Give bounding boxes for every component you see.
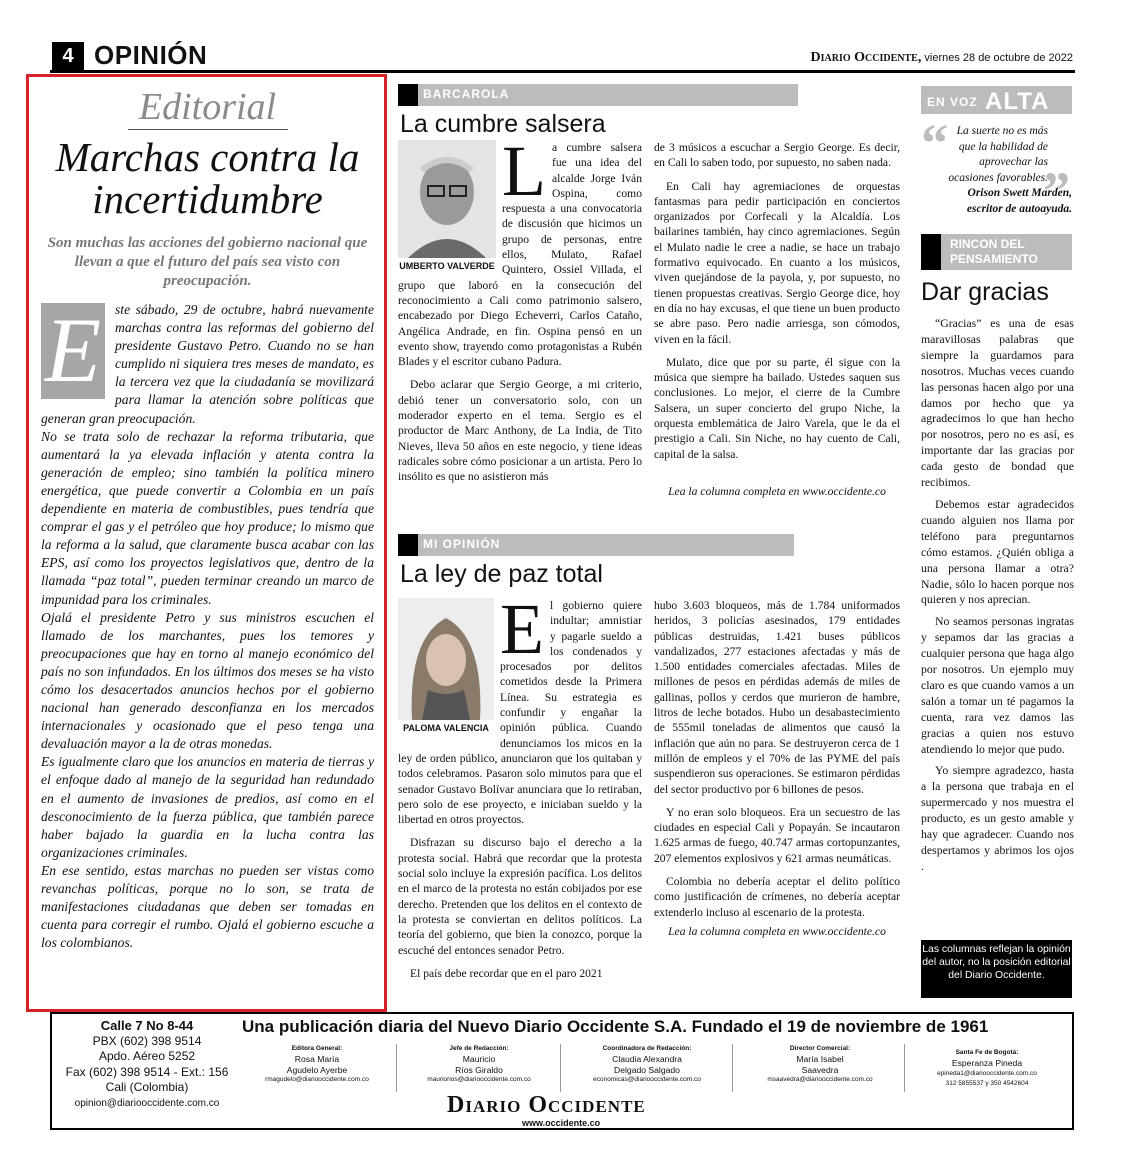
barcarola-title: La cumbre salsera <box>400 110 606 138</box>
staff-editora <box>242 1044 392 1086</box>
editorial-paragraph: No se trata solo de rechazar la reforma tributaria, que aumentará la ya elevada inflación y atenta contra la generación de empleo; sino también la política minero energética, que puede convertir a Colombia en un país dependiente en materia de combustibles, pues tendría que comprar el gas y el petróleo que hoy produce; lo mismo que la reforma a la salud, que claramente busca acabar con las EPS, así como los proyectos legislativos que, dentro de la llamada “paz total”, pueden terminar creando un marco de impunidad para los criminales. <box>41 428 374 607</box>
footer-divider <box>904 1044 905 1092</box>
staff-phone: 312 5855537 y 350 4542604 <box>945 1080 1029 1088</box>
author-photo-umberto <box>398 140 496 272</box>
rincon-title: Dar gracias <box>921 278 1049 306</box>
editorial-paragraph: En ese sentido, estas marchas no pueden ser vistas como revanchas políticas, porque no lo son, se trata de manifestaciones ciudadanas que deben ser tomadas en cuenta para corregir el rumbo. Ojalá el gobierno escuche a los colombianos. <box>41 862 374 951</box>
barcarola-col2 <box>654 140 900 499</box>
author-caption: UMBERTO VALVERDE <box>399 261 495 271</box>
mi-opinion-col2 <box>654 598 900 939</box>
column-paragraph: El país debe recordar que en el paro 2021 <box>410 966 603 980</box>
editorial-paragraph: Ojalá el presidente Petro y sus ministros escuchen el llamado de los marchantes, pues los temores y preocupaciones que hay en torno al manejo económico del país no son infundados. En los últimos dos meses se ha visto cómo los desacertados anuncios hechos por el gobierno nacional han generado desconfianza en los mercados internacionales y ocasionado que el peso tenga una devaluación mayor a la de otras monedas. <box>41 609 374 752</box>
quote-block <box>940 124 1072 217</box>
mi-opinion-col1 <box>398 589 642 981</box>
barcarola-banner <box>398 84 798 106</box>
dropcap-letter: E <box>44 299 102 401</box>
editorial-headline: Marchas contra la incertidumbre <box>55 134 360 222</box>
masthead-date <box>811 50 1073 66</box>
author-caption: PALOMA VALENCIA <box>403 723 489 733</box>
staff-role: Coordinadora de Redacción: <box>602 1045 692 1052</box>
kicker-rule <box>128 129 288 130</box>
banner-square <box>921 234 941 270</box>
publication-line: Una publicación diaria del Nuevo Diario Occidente S.A. Fundado el 19 de noviembre de 1961 <box>242 1017 989 1036</box>
rincon-banner <box>921 234 1072 270</box>
editorial-subtitle: Son muchas las acciones del gobierno nacional que llevan a que el futuro del país sea visto con preocupación. <box>47 235 368 289</box>
footer-divider <box>396 1044 397 1092</box>
close-quote-icon: ” <box>1043 161 1070 221</box>
column-paragraph: hubo 3.603 bloqueos, más de 1.784 uniformados heridos, 3 policías asesinados, 179 entidades públicas destruidas, 1.421 buses públicos vandalizados, 277 estaciones afectadas y más de 1.500 entidades comerciales afectadas. Miles de millones de pesos en pérdidas además de miles de gallinas, pollos y cerdos que murieron de hambre, litros de leche botados. Hubo un desabastecimiento de 555mil toneladas de alimentos que causó la inflación que aún no para. Se destruyeron cerca de 1 millón de empleos y el 70% de las PYME del país suspendieron sus operaciones. Se estimaron pérdidas del sector productivo por 6 billones de pesos. <box>654 599 900 796</box>
column-paragraph: No seamos personas ingratas y sepamos dar las gracias a cualquier persona que haga algo por nosotros. Un ejemplo muy claro es que cuando vamos a un salón a tomar un té pagamos la cuenta, rara vez damos las gracias a quien nos estuvo atendiendo lo mejor que pudo. <box>921 614 1074 756</box>
staff-role: Director Comercial: <box>789 1045 851 1052</box>
column-paragraph: Debemos estar agradecidos cuando alguien nos llama por teléfono para preguntarnos cómo estamos. ¿Quién obliga a una persona llamar a otra? Nadie, sólo lo hacen porque nos quieren y nos aprecian. <box>921 496 1074 607</box>
column-paragraph: Debo aclarar que Sergio George, a mi criterio, debió tener un conversatorio solo, con un moderador experto en el tema. Sergio es el productor de Marc Anthony, de La India, de Tito Nieves, lleva 50 años en este negocio, y tiene ideas radicales sobre cómo posicionar a un artista. Pero lo insólito es que no asistieron más <box>398 378 642 484</box>
staff-name: Agudelo Ayerbe <box>286 1064 348 1075</box>
rincon-body <box>921 316 1074 881</box>
mi-opinion-title: La ley de paz total <box>400 560 603 588</box>
author-photo-paloma <box>398 598 494 734</box>
portrait-image <box>398 140 496 258</box>
staff-name: Claudia Alexandra <box>612 1054 682 1065</box>
column-paragraph: En Cali hay agremiaciones de orquestas fantasmas para pedir participación en conciertos organizados por Corfecali y la Alcaldía. Los bailarines también, hay cinco agremiaciones. Según el Mulato nadie le cree a nadie, se hace un trabajo formativo equivocado. En cuanto a los músicos, viven quejándose de la payola, y, por supuesto, no tienen propuestas creativas. Sergio George dice, hoy en día no hay excusas, el que tiene un buen producto se abre paso. Pero nadie arriesga, son cómodos, viven en la fácil. <box>654 179 900 346</box>
staff-name: Mauricio <box>462 1054 496 1065</box>
column-paragraph: Disfrazan su discurso bajo el derecho a la protesta social. Habrá que recordar que la protesta social solo incluye la expresión pacífica. Los delitos en el marco de la protesta no están cobijados por ese derecho. Pretenden que los delitos en el contexto de la protesta se conviertan en delitos políticos. La teoría del gobierno, que bien la conozco, porque la escuché del entonces senador Petro. <box>398 836 642 957</box>
editorial-dropcap <box>41 299 105 401</box>
address-line: Apdo. Aéreo 5252 <box>98 1049 196 1063</box>
envoz-label-big: ALTA <box>985 88 1050 115</box>
column-paragraph: Mulato, dice que por su parte, él sigue con la música que siempre ha bailado. Ustedes saquen sus conclusiones. Lo mejor, el cierre de la Cumbre Salsera, un super concierto del grupo Niche, la orquesta emblemática de Jairo Varela, que le da el prestigio a Cali. Sin Niche, no hay cuento de Cali, capital de la salsa. <box>654 355 900 461</box>
mi-opinion-dropcap: E <box>500 589 544 669</box>
quote-text: La suerte no es más que la habilidad de aprovechar las ocasiones favorables. <box>948 125 1048 184</box>
address-line: Calle 7 No 8-44 <box>100 1018 194 1033</box>
header-rule <box>50 70 1075 73</box>
staff-name: Esperanza Pineda <box>951 1058 1023 1069</box>
envoz-label-small: EN VOZ <box>927 95 978 109</box>
staff-name: María Isabel <box>796 1054 844 1065</box>
staff-bogota <box>912 1048 1062 1090</box>
barcarola-label: BARCAROLA <box>423 87 510 101</box>
mi-opinion-label: MI OPINIÓN <box>423 537 501 551</box>
address-line: Cali (Colombia) <box>105 1080 189 1094</box>
editorial-box <box>26 74 387 1012</box>
barcarola-col1 <box>398 131 642 485</box>
staff-email[interactable]: msaavedra@diariooccidente.com.co <box>767 1076 873 1084</box>
address-line: PBX (602) 398 9514 <box>92 1033 202 1048</box>
staff-name: Delgado Salgado <box>614 1064 680 1075</box>
footer-url[interactable]: www.occidente.co <box>522 1118 601 1128</box>
staff-role: Editora General: <box>291 1045 343 1052</box>
staff-name: Rosa María <box>294 1054 340 1065</box>
banner-square <box>398 84 418 106</box>
column-paragraph: de 3 músicos a escuchar a Sergio George. Es decir, en Cali lo saben todo, por supuesto, no saben nada. <box>654 141 900 170</box>
staff-email[interactable]: mauriorios@diariooccidente.com.co <box>427 1076 531 1084</box>
column-paragraph: Y no eran solo bloqueos. Era un secuestro de las ciudades en especial Cali y Popayán. Se incautaron 1.625 armas de fuego, 40.747 armas cortopunzantes, 207 elementos explosivos y 621 armas neumáticas. <box>654 805 900 865</box>
footer-box <box>50 1012 1074 1130</box>
footer-divider <box>732 1044 733 1092</box>
staff-name: Saavedra <box>801 1064 839 1075</box>
editorial-body <box>41 301 374 952</box>
staff-name: Ríos Giraldo <box>455 1064 503 1075</box>
column-paragraph: a cumbre salsera fue una idea del alcalde Jorge Iván Ospina, como respuesta a una convocatoria de discusión que hicimos un grupo de personas, entre ellos, Mulato, Rafael Quintero, Ossiel Villada, el grupo que laboró en la consecución del reconocimiento a Cali como patrimonio salsero, encabezado por Diego Echeverri, Carlos Cataño, Angélica Andrade, en fin. Ospina pensó en un evento show, trayendo como protagonistas a Rubén Blades y el escritor cubano Padura. <box>398 141 642 369</box>
en-voz-alta-banner <box>921 86 1072 114</box>
barcarola-dropcap: L <box>502 131 546 211</box>
read-more-link[interactable]: Lea la columna completa en www.occidente.co <box>668 484 886 498</box>
footer-email[interactable]: opinion@diariooccidente.com.co <box>74 1097 220 1109</box>
open-quote-icon: “ <box>921 113 948 173</box>
banner-square <box>398 534 418 556</box>
column-paragraph: Colombia no debería aceptar el delito político como justificación de crímenes, no debería aceptar extenderlo incluso al escenario de la protesta. <box>654 875 900 919</box>
staff-role: Jefe de Redacción: <box>449 1045 509 1052</box>
editorial-paragraph: ste sábado, 29 de octubre, habrá nuevamente marchas contra las reformas del gobierno del presidente Gustavo Petro. Cuando no se han cumplido ni siquiera tres meses de mandato, es la tercera vez que la ciudadanía se movilizará para llamar la atención sobre políticas que generan gran preocupación. <box>41 302 374 426</box>
column-paragraph: “Gracias” es una de esas maravillosas palabras que siempre la guardamos para nosotros. Muchas veces cuando las personas hacen algo por una damos por hecho que ya agradecimos lo que han hecho por nosotros, pero no es así, es importante dar las gracias por cada gesto de bondad que recibimos. <box>921 316 1074 490</box>
staff-role: Santa Fe de Bogotá: <box>955 1049 1019 1056</box>
page-number: 4 <box>52 42 84 70</box>
staff-email[interactable]: economicas@diariooccidente.com.co <box>593 1076 701 1084</box>
disclaimer-box: Las columnas reflejan la opinión del autor, no la posición editorial del Diario Occidente. <box>921 940 1072 998</box>
read-more-link[interactable]: Lea la columna completa en www.occidente.co <box>668 924 886 938</box>
footer-address <box>52 1018 242 1111</box>
staff-director <box>740 1044 900 1086</box>
issue-date: viernes 28 de octubre de 2022 <box>921 52 1073 64</box>
paper-name: Diario Occidente, <box>810 50 922 65</box>
address-line: Fax (602) 398 9514 - Ext.: 156 <box>65 1064 229 1079</box>
staff-email[interactable]: epineda1@diariooccidente.com.co <box>937 1069 1037 1077</box>
footer-divider <box>560 1044 561 1092</box>
staff-coordinadora <box>567 1044 727 1086</box>
mi-opinion-banner <box>398 534 794 556</box>
portrait-image <box>398 598 494 720</box>
editorial-kicker: Editorial <box>138 86 277 128</box>
staff-jefe <box>404 1044 554 1086</box>
section-title: OPINIÓN <box>94 40 208 70</box>
quote-author: Orison Swett Marden, escritor de autoayuda. <box>966 187 1072 215</box>
column-paragraph: Yo siempre agradezco, hasta a la persona que trabaja en el supermercado y nos muestra el producto, es un gesto amable y hay que agradecer. Cuando nos despertamos y abrimos los ojos . <box>921 763 1074 873</box>
staff-email[interactable]: rmagudelo@diariooccidente.com.co <box>265 1076 369 1084</box>
editorial-paragraph: Es igualmente claro que los anuncios en materia de tierras y el enfoque dado al manejo de la seguridad han redundado en el aumento de invasiones de predios, así como en el desconocimiento de la fuerza pública, que también parece haber bajado la guardia en la lucha contra las organizaciones criminales. <box>41 754 374 860</box>
column-paragraph: l gobierno quiere indultar; amnistiar y pagarle sueldo a los condenados y procesados por delitos cometidos desde la Primera Línea. Su estrategia es confundir y engañar la opinión pública. Cuando denunciamos los micos en la ley de orden público, anunciaron que los quitaban y todos celebramos. Pasaron solo minutos para que el senador Gustavo Bolívar anunciara que lo retiraban, pero solo de ese proyecto, e iniciaban sueldo y la libertad en otros proyectos. <box>398 599 642 827</box>
footer-logo: Diario Occidente <box>447 1092 646 1118</box>
rincon-label: RINCON DEL PENSAMIENTO <box>950 237 1038 266</box>
